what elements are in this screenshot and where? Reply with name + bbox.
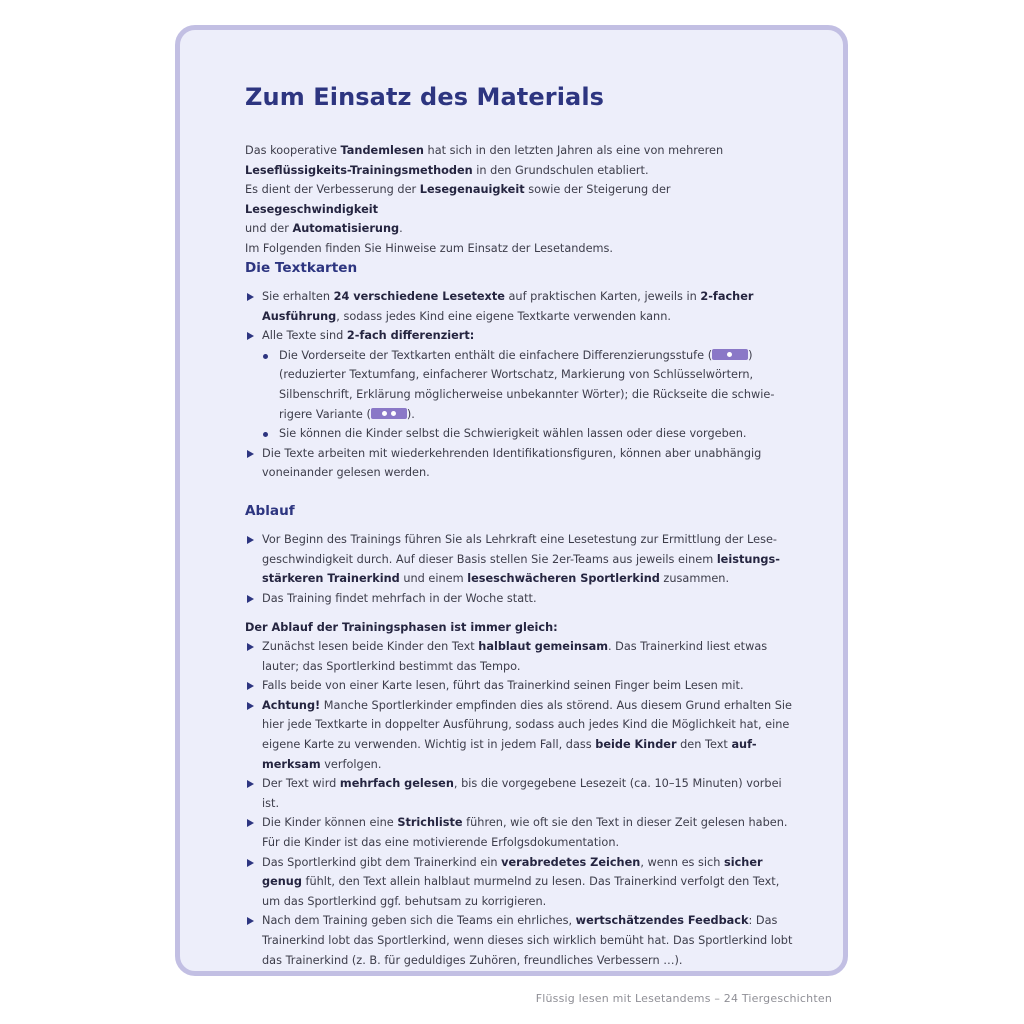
double-dot-pill-icon [371,408,407,419]
item-text: zusammen. [659,572,730,586]
list-item [245,676,800,696]
item-term: leistungs-stärkeren Trainerkind [262,552,780,586]
intro-text: sowie der Steigerung der [524,183,671,197]
intro-term-speed: Lesegeschwindigkeit [245,202,378,216]
list-item [245,853,800,912]
list-item [245,696,800,774]
item-text: Zunächst lesen beide Kinder den Text [262,640,479,653]
ablauf-list [245,530,800,608]
item-term: beide Kinder [595,737,677,751]
item-text: Alle Texte sind [262,329,347,343]
list-item [245,813,800,852]
item-text: : Das Trainerkind lobt das Sportlerkind, wenn dieses sich wirklich bemüht hat. Das Sportlerkind lobt das Trainerkind (z. B. für geduldiges Zuhören, freundliches Verbessern …). [262,914,793,967]
textkarten-list [245,287,800,483]
item-term: auf-merksam [262,737,757,771]
item-text: verfolgen. [320,757,382,771]
item-text: Sie können die Kinder selbst die Schwierigkeit wählen lassen oder diese vorgeben. [279,427,747,441]
single-dot-pill-icon [712,349,748,360]
item-text: Die Texte arbeiten mit wiederkehrenden Identifikationsfiguren, können aber unabhängig voneinander gelesen werden. [262,446,762,480]
list-item [245,911,800,970]
item-term: Strichliste [397,816,463,830]
phases-subheading: Der Ablauf der Trainingsphasen ist immer gleich: [245,621,558,634]
item-text: führen, wie oft sie den Text in dieser Zeit gelesen haben. Für die Kinder ist das eine motivierende Erfolgsdokumentation. [262,816,788,849]
item-text: ) (reduzierter Textumfang, einfacherer Wortschatz, Markierung von Schlüsselwörtern, Silbenschrift, Erklärung möglicherweise unbekannter Wörter); die Rückseite die schwie-rigere Variante ( [279,348,775,421]
differentiation-sublist [245,346,800,444]
intro-term-accuracy: Lesegenauigkeit [419,183,525,197]
item-term: 24 verschiedene Lesetexte [333,290,505,303]
intro-term-tandemlesen: Tandemlesen [340,144,424,157]
list-item [245,444,800,483]
list-item [245,287,800,326]
item-text: den Text [676,737,732,751]
intro-text: in den Grundschulen etabliert. [472,163,649,177]
intro-text: Das kooperative [245,144,341,157]
item-text: , sodass jedes Kind eine eigene Textkarte verwenden kann. [336,309,671,323]
intro-text: und der [245,222,293,236]
list-item [245,774,800,813]
item-text: Das Sportlerkind gibt dem Trainerkind ein [262,855,502,869]
page-footer: Flüssig lesen mit Lesetandems – 24 Tiergeschichten [535,992,832,1005]
item-text: Der Text wird [262,777,340,791]
item-text: Das Training findet mehrfach in der Woche statt. [262,591,537,605]
item-text: Sie erhalten [262,290,334,303]
intro-term-methods: Leseflüssigkeits-Trainingsmethoden [245,163,473,177]
intro-text: Im Folgenden finden Sie Hinweise zum Einsatz der Lesetandems. [245,241,614,255]
item-text: fühlt, den Text allein halblaut murmelnd zu lesen. Das Trainerkind verfolgt den Text, um das Sportlerkind ggf. behutsam zu korrigieren. [262,875,780,908]
item-text: und einem [399,572,468,586]
list-item [245,326,800,444]
item-term: mehrfach gelesen [339,777,454,791]
page-frame [175,25,848,976]
intro-term-automation: Automatisierung [292,222,400,236]
intro-text: Es dient der Verbesserung der [245,183,420,197]
item-text: , bis die vorgegebene Lesezeit (ca. 10–15 Minuten) vorbei ist. [262,777,782,810]
item-text: Die Vorderseite der Textkarten enthält die einfachere Differenzierungsstufe ( [279,348,713,362]
sub-list-item [245,346,800,424]
item-term: leseschwächeren Sportlerkind [467,572,660,586]
phases-list [245,637,800,970]
page-title: Zum Einsatz des Materials [245,83,605,111]
item-term: 2-facher Ausführung [262,290,754,323]
section-heading-textkarten: Die Textkarten [245,260,358,276]
item-term: wertschätzendes Feedback [575,914,749,928]
item-text: . Das Trainerkind liest etwas lauter; das Sportlerkind bestimmt das Tempo. [262,640,768,673]
intro-text: hat sich in den letzten Jahren als eine von mehreren [423,144,724,157]
item-term: Achtung! [262,698,321,712]
item-term: verabredetes Zeichen [501,855,641,869]
item-text: ). [406,407,415,421]
list-item [245,530,800,589]
list-item [245,637,800,676]
item-text: Vor Beginn des Trainings führen Sie als Lehrkraft eine Lesetestung zur Ermittlung der Lese-geschwindigkeit durch. Auf dieser Basis stellen Sie 2er-Teams aus jeweils einem [262,533,777,566]
intro-text: . [399,222,403,236]
item-text: , wenn es sich [640,855,725,869]
item-term: sicher genug [262,855,763,889]
intro-paragraph [245,141,800,259]
item-text: Nach dem Training geben sich die Teams ein ehrliches, [262,914,576,928]
sub-list-item [245,424,800,444]
item-term: 2-fach differenziert: [346,329,475,343]
item-text: Die Kinder können eine [262,816,398,830]
list-item [245,589,800,609]
item-text: Falls beide von einer Karte lesen, führt das Trainerkind seinen Finger beim Lesen mit. [262,679,744,693]
item-term: halblaut gemeinsam [478,640,608,653]
item-text: auf praktischen Karten, jeweils in [504,290,701,303]
section-heading-ablauf: Ablauf [245,503,295,519]
item-text: Manche Sportlerkinder empfinden dies als störend. Aus diesem Grund erhalten Sie hier jede Textkarte in doppelter Ausführung, sodass auch jedes Kind die Möglichkeit hat, eine eigene Karte zu verwenden. Wichtig ist in jedem Fall, dass [262,698,792,751]
